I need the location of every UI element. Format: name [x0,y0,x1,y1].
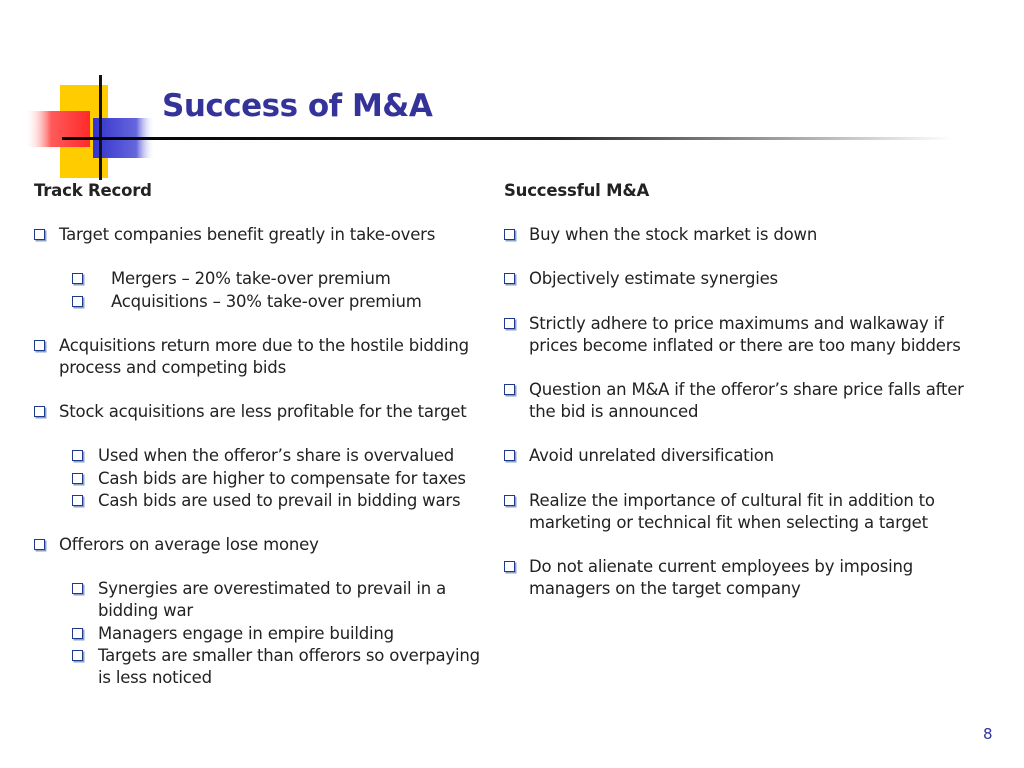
bullet-item [504,445,984,467]
bullet-item [34,335,494,379]
bullet-item [504,556,984,600]
bullet-text: Buy when the stock market is down [529,225,818,245]
title-divider [62,137,952,140]
page-number: 8 [983,725,993,743]
bullet-text: Avoid unrelated diversification [529,446,774,466]
sub-bullet-item [72,468,494,490]
sub-bullet-item [72,445,494,467]
checkbox-bullet-icon [72,296,83,307]
bullet-text: Realize the importance of cultural fit in addition to marketing or technical fit when selecting a target [529,490,935,532]
sub-bullet-item [72,268,494,290]
checkbox-bullet-icon [72,628,83,639]
checkbox-bullet-icon [504,273,515,284]
sub-bullet-item [72,490,494,512]
checkbox-bullet-icon [72,273,83,284]
sub-bullet-item [72,645,494,689]
sub-bullet-text: Cash bids are used to prevail in bidding wars [98,490,461,510]
decorative-logo-graphic [25,75,160,180]
checkbox-bullet-icon [72,473,83,484]
sub-list [34,268,494,312]
sub-bullet-text: Targets are smaller than offerors so overpaying is less noticed [98,645,480,688]
bullet-item [504,490,984,534]
sub-bullet-item [72,578,494,622]
checkbox-bullet-icon [72,583,83,594]
checkbox-bullet-icon [504,318,515,329]
checkbox-bullet-icon [72,495,83,506]
sub-bullet-text: Managers engage in empire building [98,623,394,643]
checkbox-bullet-icon [504,495,515,506]
bullet-item [34,401,494,423]
checkbox-bullet-icon [72,650,83,661]
checkbox-bullet-icon [504,229,515,240]
sub-bullet-text: Mergers – 20% take-over premium [111,269,391,289]
bullet-text: Offerors on average lose money [59,535,319,555]
bullet-text: Question an M&A if the offeror’s share price falls after the bid is announced [529,380,964,422]
sub-bullet-text: Synergies are overestimated to prevail in a bidding war [98,579,447,621]
bullet-text: Objectively estimate synergies [529,269,778,289]
checkbox-bullet-icon [34,340,45,351]
checkbox-bullet-icon [504,450,515,461]
bullet-text: Target companies benefit greatly in take-overs [59,225,436,245]
checkbox-bullet-icon [504,384,515,395]
sub-bullet-item [72,291,494,313]
checkbox-bullet-icon [504,561,515,572]
bullet-item [504,379,984,423]
bullet-item [504,224,984,246]
track-record-heading: Track Record [34,181,152,200]
checkbox-bullet-icon [72,450,83,461]
slide-title: Success of M&A [162,88,433,124]
checkbox-bullet-icon [34,539,45,550]
bullet-item [34,224,494,246]
bullet-item [504,313,984,357]
bullet-item [504,268,984,290]
bullet-text: Do not alienate current employees by imposing managers on the target company [529,557,914,599]
bullet-item [34,534,494,556]
red-bar [25,111,90,147]
sub-list [34,445,494,512]
checkbox-bullet-icon [34,229,45,240]
sub-bullet-item [72,623,494,645]
successful-ma-heading: Successful M&A [504,181,650,200]
bullet-text: Strictly adhere to price maximums and walkaway if prices become inflated or there are too many bidders [529,313,961,355]
sub-bullet-text: Used when the offeror’s share is overvalued [98,446,455,466]
vertical-line [99,75,102,180]
bullet-text: Acquisitions return more due to the hostile bidding process and competing bids [59,335,469,378]
checkbox-bullet-icon [34,406,45,417]
bullet-text: Stock acquisitions are less profitable for the target [59,402,467,422]
sub-bullet-text: Cash bids are higher to compensate for taxes [98,468,466,488]
sub-list [34,578,494,689]
track-record-column [34,180,494,711]
sub-bullet-text: Acquisitions – 30% take-over premium [111,291,422,311]
successful-ma-column [504,180,984,622]
